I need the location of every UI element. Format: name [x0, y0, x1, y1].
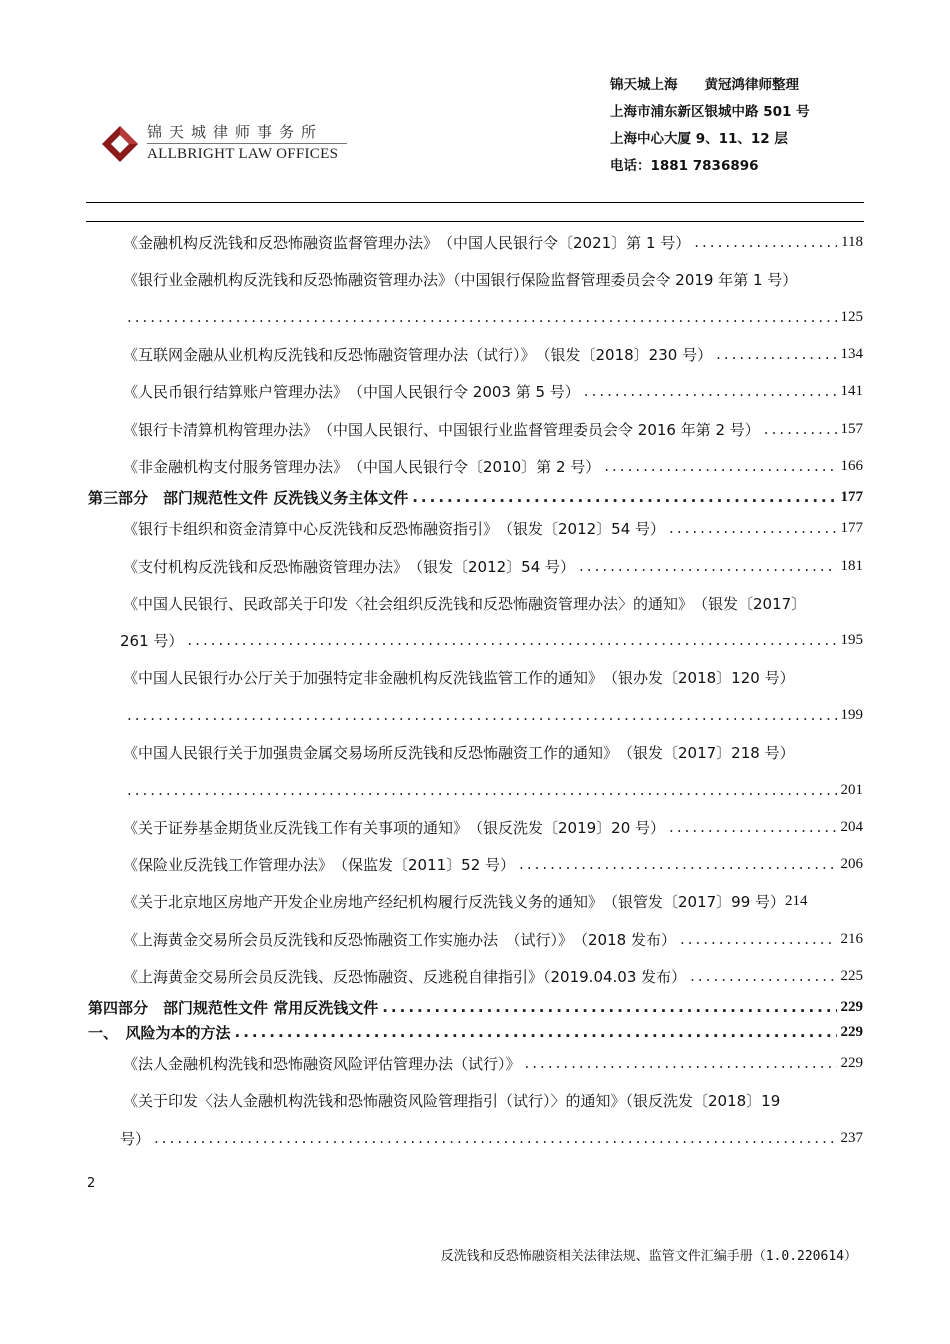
toc-entry[interactable] [123, 592, 806, 614]
toc-entry[interactable] [123, 380, 863, 402]
allbright-logo [99, 121, 349, 163]
header-divider [86, 202, 864, 203]
toc-entry-title: 《支付机构反洗钱和反恐怖融资管理办法》 （银发〔2012〕54 号） [123, 557, 576, 576]
logo-rule [147, 143, 347, 144]
toc-entry-title: 《银行业金融机构反洗钱和反恐怖融资管理办法》（中国银行保险监督管理委员会令 2019 年第 1 号） [123, 270, 798, 289]
toc-page-number: 206 [840, 855, 863, 872]
toc-entry-title: 《关于印发〈法人金融机构洗钱和恐怖融资风险管理指引（试行）〉的通知》（银反洗发〔2018〕19 [123, 1091, 781, 1110]
toc-section-heading[interactable] [88, 486, 863, 508]
toc-entry[interactable] [123, 418, 863, 440]
footer-title: 反洗钱和反恐怖融资相关法律法规、监管文件汇编手册（1.0.220614） [440, 1249, 857, 1264]
toc-dot-leader [716, 345, 836, 363]
toc-entry[interactable] [123, 890, 863, 912]
toc-dot-leader [584, 382, 837, 400]
toc-dot-leader [235, 1023, 837, 1041]
toc-entry-title: 《上海黄金交易所会员反洗钱、反恐怖融资、反逃税自律指引》（2019.04.03 发布） [123, 967, 687, 986]
toc-page-number: 229 [840, 1054, 863, 1071]
toc-page-number: 125 [840, 308, 863, 325]
toc-entry-title: 《银行卡清算机构管理办法》 （中国人民银行、中国银行业监督管理委员会令 2016 年第 2 号） [123, 420, 760, 439]
toc-dot-leader [669, 519, 836, 537]
toc-dot-leader [690, 967, 836, 985]
toc-entry[interactable] [123, 741, 795, 763]
toc-dot-leader [764, 420, 837, 438]
toc-page-number: 177 [840, 519, 863, 536]
toc-entry-title: 《关于北京地区房地产开发企业房地产经纪机构履行反洗钱义务的通知》 （银管发〔2017〕99 号） [123, 892, 786, 911]
toc-entry-title-continued: 号） [120, 1129, 151, 1148]
toc-entry-title: 第四部分 部门规范性文件 常用反洗钱文件 [88, 998, 379, 1017]
toc-page-number: 177 [840, 488, 863, 505]
toc-entry-title-continued: 261 号） [120, 631, 184, 650]
toc-entry-continuation[interactable] [123, 306, 863, 328]
toc-page-number: 201 [840, 781, 863, 798]
contact-author: 锦天城上海 黄冠鸿律师整理 [610, 77, 799, 93]
toc-entry[interactable] [123, 1089, 780, 1111]
toc-entry[interactable] [123, 555, 863, 577]
toc-entry[interactable] [123, 666, 795, 688]
toc-page-number: 229 [840, 998, 863, 1015]
toc-entry[interactable] [123, 1052, 863, 1074]
toc-page-number: 204 [840, 818, 863, 835]
toc-entry-title: 《金融机构反洗钱和反恐怖融资监督管理办法》 （中国人民银行令〔2021〕第 1 号） [123, 233, 691, 252]
toc-page-number: 134 [840, 345, 863, 362]
toc-entry-title: 《保险业反洗钱工作管理办法》 （保监发〔2011〕52 号） [123, 855, 516, 874]
toc-entry[interactable] [123, 965, 863, 987]
contact-building: 上海中心大厦 9、11、12 层 [610, 131, 788, 147]
toc-entry-continuation[interactable] [120, 629, 863, 651]
toc-page-number: 181 [840, 557, 863, 574]
toc-dot-leader [519, 855, 836, 873]
toc-entry[interactable] [123, 928, 863, 950]
contact-block [610, 72, 810, 180]
toc-page-number: 225 [840, 967, 863, 984]
toc-entry[interactable] [123, 343, 863, 365]
toc-dot-leader [154, 1129, 836, 1147]
contact-address: 上海市浦东新区银城中路 501 号 [610, 104, 810, 120]
toc-page-number: 118 [841, 233, 863, 250]
toc-dot-leader [694, 233, 837, 251]
toc-section-heading[interactable] [88, 996, 863, 1018]
toc-page-number: 216 [840, 930, 863, 947]
toc-entry-title: 《非金融机构支付服务管理办法》 （中国人民银行令〔2010〕第 2 号） [123, 457, 601, 476]
toc-entry[interactable] [123, 816, 863, 838]
toc-dot-leader [680, 930, 837, 948]
toc-page-number: 237 [840, 1129, 863, 1146]
toc-entry-continuation[interactable] [123, 704, 863, 726]
toc-page-number: 166 [840, 457, 863, 474]
toc-entry[interactable] [123, 517, 863, 539]
toc-entry-title: 《中国人民银行、民政部关于印发〈社会组织反洗钱和反恐怖融资管理办法〉的通知》 （银发〔2017〕 [123, 594, 807, 613]
toc-entry-title: 《银行卡组织和资金清算中心反洗钱和反恐怖融资指引》 （银发〔2012〕54 号） [123, 519, 666, 538]
toc-entry[interactable] [123, 231, 863, 253]
toc-page-number: 195 [840, 631, 863, 648]
logo-english-name: ALLBRIGHT LAW OFFICES [147, 146, 339, 162]
toc-entry-title: 《互联网金融从业机构反洗钱和反恐怖融资管理办法（试行）》 （银发〔2018〕230 号） [123, 345, 713, 364]
toc-dot-leader [412, 488, 836, 506]
contact-phone: 电话：1881 7836896 [610, 158, 759, 174]
toc-entry-continuation[interactable] [123, 779, 863, 801]
toc-dot-leader [525, 1054, 837, 1072]
toc-page-number: 229 [840, 1023, 863, 1040]
toc-entry-title: 一、 风险为本的方法 [88, 1023, 231, 1042]
toc-page-number: 214 [785, 892, 808, 909]
toc-dot-leader [127, 781, 837, 799]
toc-dot-leader [127, 308, 837, 326]
toc-entry[interactable] [123, 268, 797, 290]
toc-page-number: 141 [840, 382, 863, 399]
page-number: 2 [87, 1176, 96, 1191]
toc-entry-title: 《上海黄金交易所会员反洗钱和反恐怖融资工作实施办法 （试行）》 （2018 发布） [123, 930, 676, 949]
toc-entry-title: 《人民币银行结算账户管理办法》 （中国人民银行令 2003 第 5 号） [123, 382, 580, 401]
toc-entry-continuation[interactable] [120, 1127, 863, 1149]
header-divider [86, 221, 864, 222]
logo-diamond-icon [101, 125, 139, 163]
toc-dot-leader [604, 457, 836, 475]
toc-dot-leader [382, 998, 836, 1016]
toc-entry[interactable] [123, 853, 863, 875]
toc-dot-leader [187, 631, 836, 649]
toc-page-number: 199 [840, 706, 863, 723]
toc-section-heading[interactable] [88, 1021, 863, 1043]
toc-dot-leader [127, 706, 837, 724]
toc-dot-leader [669, 818, 836, 836]
toc-entry-title: 《中国人民银行办公厅关于加强特定非金融机构反洗钱监管工作的通知》 （银办发〔2018〕120 号） [123, 668, 795, 687]
toc-entry-title: 《中国人民银行关于加强贵金属交易场所反洗钱和反恐怖融资工作的通知》 （银发〔2017〕218 号） [123, 743, 795, 762]
toc-entry-title: 《法人金融机构洗钱和恐怖融资风险评估管理办法（试行）》 [123, 1054, 521, 1073]
logo-chinese-name: 锦天城律师事务所 [147, 123, 324, 141]
toc-entry-title: 《关于证券基金期货业反洗钱工作有关事项的通知》 （银反洗发〔2019〕20 号） [123, 818, 666, 837]
toc-entry-title: 第三部分 部门规范性文件 反洗钱义务主体文件 [88, 488, 409, 507]
toc-dot-leader [579, 557, 836, 575]
toc-entry[interactable] [123, 455, 863, 477]
toc-page-number: 157 [840, 420, 863, 437]
